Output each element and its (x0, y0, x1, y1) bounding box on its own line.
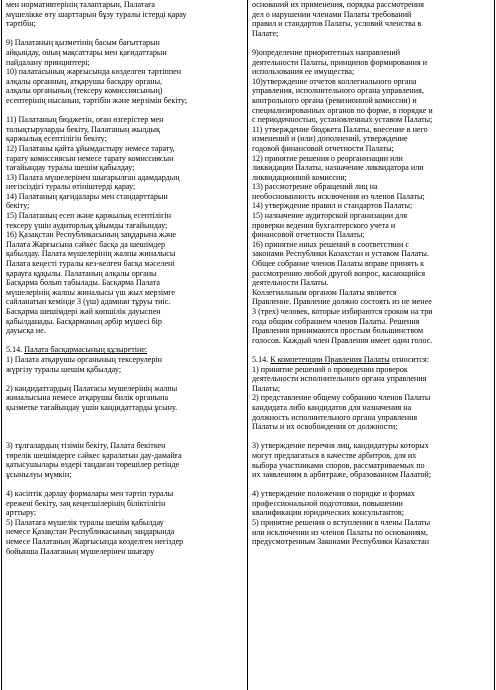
kz-section-title: Палата басқармасының құзыретіне: (24, 345, 148, 355)
kz-section-5-14-heading (6, 345, 243, 355)
ru-competence-4: 4) утверждение положения о порядке и формах профессиональной подготовки, повышении квалификации юридических консультантов; (252, 489, 415, 518)
kz-item-12: 12) Палатаны қайта ұйымдастыру немесе тарату, тарату комиссиясын немесе тарату комиссиясын тағайындау туралы шешім қабылдау; (6, 143, 175, 173)
kz-item-10: 10) палатасының жарғысында көзделген тәртіппен алқалы органның, атқарушы басқару органы, алқалы органының (тексеру комиссиясының) есептерінің нысанын, тәртібін және мерзімін бекіту; (6, 67, 188, 105)
kz-item-15: 15) Палатаның есеп және қаржылық есептілігін тексеру үшін аудиторлық ұйымды тағайындау; (6, 211, 172, 230)
ru-board-paragraph: Коллегиальным органом Палаты является Правление. Правление должно состоять из не менее 3 (трех) человек, которые избираются сроком на три года общим собранием членов Палаты. Решения Правления принимаются простым большинством голосов. Каждый член Правления имеет один голос. (252, 287, 433, 345)
kz-item-16: 16) Қазақстан Республикасының заңдарына және Палата Жарғысына сәйкес басқа да шешімдер қабылдау. Палата мүшелерінің жалпы жиналысы Палата кеңесті туралы кез-келген басқа мәселені қарауға құқылы. Палатаның алқалы органы Басқарма болып табылады. Басқарма Палата мүшелерінің жалпы жиналысы үш жыл мерзімге сайланатын кемінде 3 (үш) адамнан тұруы тиіс. Басқарма шешімдері жай көпшілік дауыспен қабылданады. Басқарманың әрбір мүшесі бір дауысқа ие. (6, 230, 176, 336)
ru-item-16: 16) принятие иных решений в соответствии с законами Республики Казахстан и уставом Палаты. Общее собрание членов Палаты вправе принять к рассмотрению любой другой вопрос, касающийся деятельности Палаты. (252, 239, 430, 288)
ru-item-10: 10)утверждение отчетов коллегиального органа управления, исполнительного органа управления, контрольного органа (ревизионной комиссии) и специализированных органов по форме, в порядке и с периодичностью, установленных уставом Палаты; (252, 76, 433, 125)
two-column-table (1, 0, 495, 690)
kz-paragraph-intro: мен нормативтерінің талаптарын, Палатаға мүшелікке өту шарттарын бұзу туралы істерді қарау тәртібін; (6, 0, 187, 29)
kz-item-9: 9) Палатаның қызметінің басым бағыттарын айқындау, оның мақсаттары мен қағидаттарын пайдалану принциптері; (6, 38, 167, 67)
ru-paragraph-intro: оснований их применения, порядка рассмотрения дел о нарушении членами Палаты требований правил и стандартов Палаты, условий членства в Палате; (252, 0, 424, 38)
russian-column (248, 0, 494, 690)
ru-item-13: 13) рассмотрение обращений лиц на необоснованность исключения из членов Палаты; (252, 182, 425, 201)
ru-section-number: 5.14. (252, 354, 271, 364)
ru-competence-2: 2) представление общему собранию членов Палаты кандидата либо кандидатов для назначения на должность исполнительного органа управления Палаты и их освобождения от должности; (252, 393, 431, 432)
kz-competence-4: 4) кәсіптік дәрлау формалары мен тәртіп туралы ережені бекіту, заң кеңесшілерінің біліктілігін арттыру; (6, 489, 174, 518)
ru-item-9: 9)определение приоритетных направлений деятельности Палаты, принципов формирования и использования ее имущества; (252, 47, 428, 77)
kz-competence-1: 1) Палата атқарушы органының тексерулерін жүргізу туралы шешім қабылдау; (6, 354, 163, 374)
ru-item-11: 11) утверждение бюджета Палаты, внесение в него изменений и (или) дополнений, утверждение годовой финансовой отчетности Палаты; (252, 124, 428, 153)
kz-item-14: 14) Палатаның қағидалары мен стандарттарын бекіту; (6, 191, 168, 211)
ru-item-14: 14) утверждение правил и стандартов Палаты; (252, 201, 413, 211)
ru-item-15: 15) назначение аудиторской организации для проверки ведения бухгалтерского учета и финансовой отчетности Палаты; (252, 211, 408, 240)
kazakh-column (2, 0, 248, 690)
kz-item-11: 11) Палатаның бюджетін, оған өзгерістер мен толықтыруларды бекіту, Палатаның жылдық қаржылық есептілігін бекіту; (6, 115, 164, 144)
ru-item-12: 12) принятие решения о реорганизации или ликвидации Палаты, назначение ликвидатора или ликвидационной комиссии; (252, 153, 424, 182)
ru-section-title: К компетенции Правления Палаты (270, 354, 390, 364)
ru-section-title-tail: относится: (389, 354, 429, 364)
kz-competence-2: 2) кандидаттардың Палатасы мүшелерінің жалпы жиналысына немесе атқарушы билік органына қызметке тағайындау үшін кандидаттарды ұсыну. (6, 383, 178, 412)
ru-competence-3: 3) утверждение перечня лиц, кандидатуры которых могут предлагаться в качестве арбитров, для их выбора участниками споров, рассматриваемых по их заявлениям в арбитраже, образованном Палатой; (252, 441, 432, 480)
ru-competence-1: 1) принятие решений о проведении проверок деятельности исполнительного органа управления Палаты; (252, 364, 427, 393)
kz-item-13: 13) Палата мүшелерінен шығарылған адамдардың негізсіздігі туралы өтініштерді қарау; (6, 172, 180, 192)
kz-competence-3: 3) тұлғалардың тізімін бекіту, Палата бекіткен төрелік шешімдерге сәйкес қаралатын дау-дамайға қатысушылары өздері таңдаған төрешілер ретінде ұсынылуы мүмкін; (6, 441, 182, 479)
kz-competence-5: 5) Палатаға мүшелік туралы шешім қабылдау немесе Қазақстан Республикасының заңдарында немесе Палатаның Жарғысында көзделген негіздер бойынша Палатаның мүшелерінен шығару (6, 517, 184, 556)
ru-section-5-14-heading (252, 355, 490, 365)
kz-section-number: 5.14. (6, 345, 25, 355)
ru-competence-5: 5) принятие решения о вступлении в члены Палаты или исключении из членов Палаты по основаниям, предусмотренным Законами Республики Казахстан (252, 518, 431, 547)
